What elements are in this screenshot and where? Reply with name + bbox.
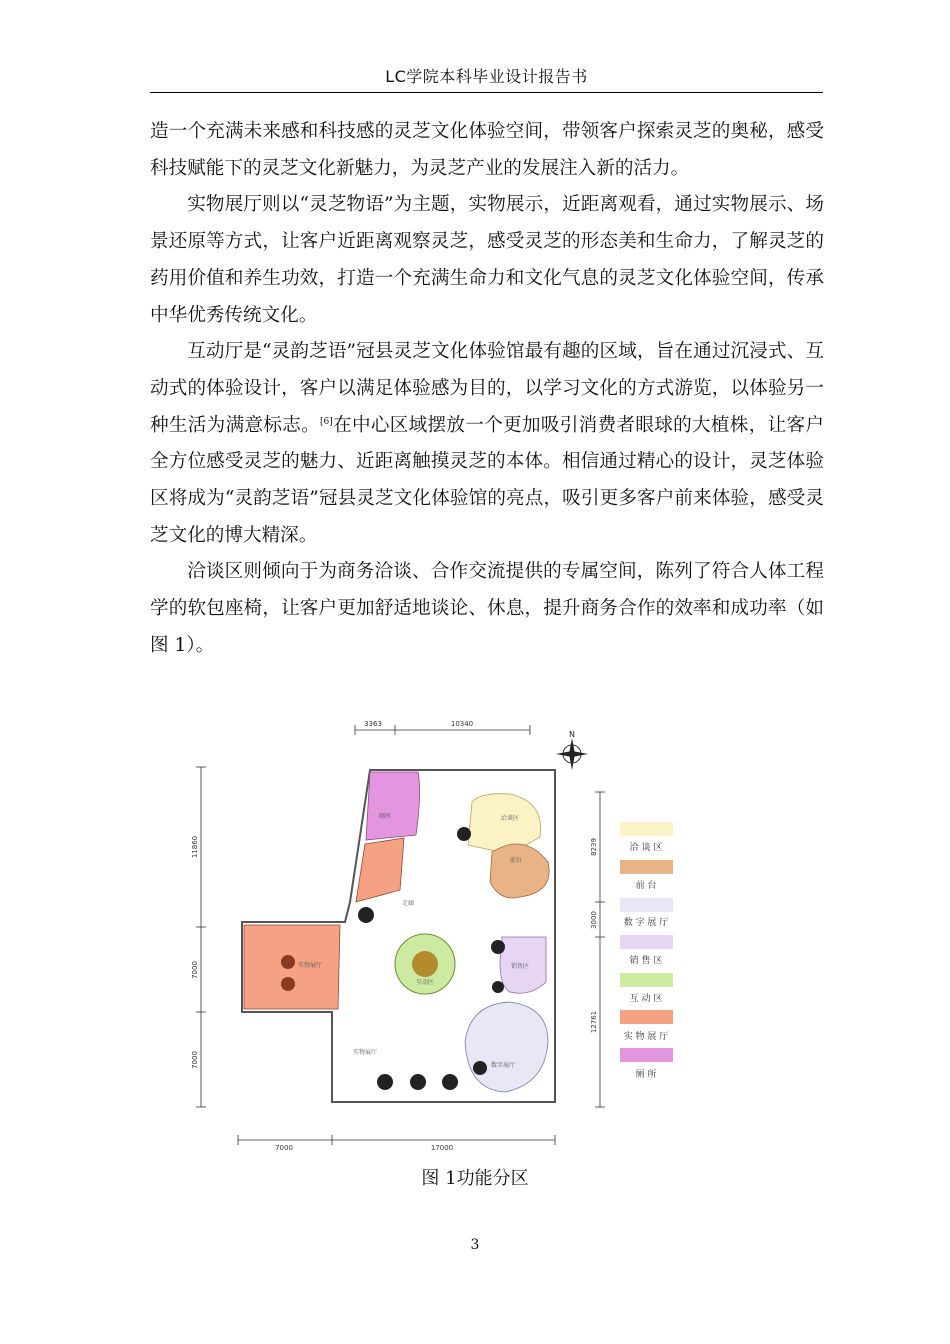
paragraph-1: 造一个充满未来感和科技感的灵芝文化体验空间，带领客户探索灵芝的奥秘，感受科技赋能下的灵芝文化新魅力，为灵芝产业的发展注入新的活力。 xyxy=(150,121,824,179)
legend-swatch-reception xyxy=(620,860,673,874)
room-label-interaction: 互动区 xyxy=(415,979,435,986)
room-label-toilet: 厕所 xyxy=(378,813,392,820)
legend-label-sales: 销 售 区 xyxy=(629,956,663,966)
legend-swatch-negotiation xyxy=(620,822,673,836)
legend-swatch-digital xyxy=(620,898,673,912)
room-label-reception: 前台 xyxy=(509,857,523,864)
toilet-zone xyxy=(366,772,420,840)
dim-bottom-1: 7000 xyxy=(275,1144,293,1152)
paragraph-4: 洽谈区则倾向于为商务洽谈、合作交流提供的专属空间，陈列了符合人体工程学的软包座椅，让客户更加舒适地谈论、休息，提升商务合作的效率和成功率（如图 1）。 xyxy=(150,561,824,656)
legend-swatch-toilet xyxy=(620,1048,673,1062)
legend-swatch-interaction xyxy=(620,973,673,987)
paragraph-2: 实物展厅则以“灵芝物语”为主题，实物展示，近距离观看，通过实物展示、场景还原等方式，让客户近距离观察灵芝，感受灵芝的形态美和生命力，了解灵芝的药用价值和养生功效，打造一个充满生命力和文化气息的灵芝文化体验空间，传承中华优秀传统文化。 xyxy=(150,194,824,326)
legend-swatch-exhibition xyxy=(620,1010,673,1024)
legend-label-digital: 数 字 展 厅 xyxy=(623,918,669,928)
room-label-exhibition-west: 实物展厅 xyxy=(297,962,323,969)
room-label-negotiation: 洽谈区 xyxy=(500,815,520,822)
room-label-corridor: 走廊 xyxy=(401,900,415,907)
footnote-reference: [6] xyxy=(320,416,333,427)
dim-left-3: 7000 xyxy=(191,1051,199,1069)
legend-label-negotiation: 洽 谈 区 xyxy=(629,843,663,853)
dim-top-2: 10340 xyxy=(450,720,474,728)
room-label-exhibition-south: 实物展厅 xyxy=(352,1049,378,1056)
paragraph-3-part-a: 互动厅是“灵韵芝语”冠县灵芝文化体验馆最有趣的区域，旨在通过沉浸式、互动式的体验设计，客户以满足体验感为目的，以学习文化的方式游览，以体验另一种生活为满意标志。 xyxy=(150,341,824,436)
room-label-sales: 销售区 xyxy=(510,963,530,970)
dim-top-1: 3363 xyxy=(364,720,382,728)
compass-icon xyxy=(556,730,588,770)
legend-label-exhibition: 实 物 展 厅 xyxy=(623,1032,669,1042)
paragraph-3-part-b: 在中心区域摆放一个更加吸引消费者眼球的大植株，让客户全方位感受灵芝的魅力、近距离触摸灵芝的本体。相信通过精心的设计，灵芝体验区将成为“灵韵芝语”冠县灵芝文化体验馆的亮点，吸引更多客户前来体验，感受灵芝文化的博大精深。 xyxy=(150,414,824,546)
body-text xyxy=(150,114,824,665)
legend-label-interaction: 互 动 区 xyxy=(629,994,663,1004)
dim-left-2: 7000 xyxy=(191,961,199,979)
page-header-title: LC学院本科毕业设计报告书 xyxy=(385,67,588,86)
legend xyxy=(620,822,673,1080)
dim-right-2: 3000 xyxy=(590,911,598,929)
dim-bottom-2: 17000 xyxy=(430,1144,454,1152)
page-number: 3 xyxy=(470,1237,480,1253)
paragraph-3 xyxy=(150,334,824,554)
dim-right-3: 12761 xyxy=(590,1010,598,1034)
room-label-digital: 数字展厅 xyxy=(490,1062,516,1069)
central-plant-icon xyxy=(412,951,438,977)
legend-label-toilet: 厕 所 xyxy=(635,1070,657,1080)
legend-swatch-sales xyxy=(620,935,673,949)
legend-label-reception: 前 台 xyxy=(635,881,657,891)
header-divider xyxy=(150,92,823,93)
dim-right-1: 8239 xyxy=(590,838,598,856)
compass-north-label: N xyxy=(569,730,575,739)
dim-left-1: 11860 xyxy=(191,835,199,859)
floor-plan-figure xyxy=(180,712,700,1160)
figure-caption: 图 1功能分区 xyxy=(421,1168,529,1189)
